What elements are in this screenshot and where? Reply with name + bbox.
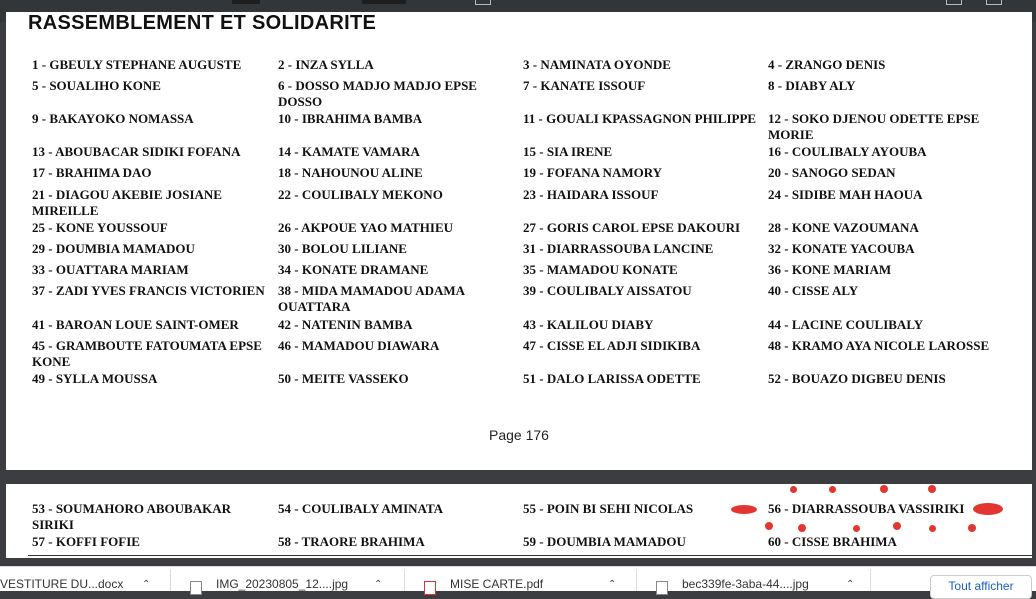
pdf-page <box>6 484 1032 558</box>
pdf-file-icon <box>424 581 436 595</box>
list-item: 13 - ABOUBACAR SIDIKI FOFANA <box>32 144 241 159</box>
list-item: 53 - SOUMAHORO ABOUBAKAR SIRIKI <box>32 501 231 532</box>
list-item: 16 - COULIBALY AYOUBA <box>768 144 927 159</box>
list-item: 11 - GOUALI KPASSAGNON PHILIPPE <box>523 111 757 126</box>
list-item: 21 - DIAGOU AKEBIE JOSIANE MIREILLE <box>32 187 222 218</box>
list-item: 46 - MAMADOU DIAWARA <box>278 338 440 353</box>
list-item: 15 - SIA IRENE <box>523 144 613 159</box>
list-item: 18 - NAHOUNOU ALINE <box>278 165 423 180</box>
list-item: 52 - BOUAZO DIGBEU DENIS <box>768 371 946 386</box>
image-file-icon <box>656 581 668 595</box>
list-item: 44 - LACINE COULIBALY <box>768 317 924 332</box>
list-item: 57 - KOFFI FOFIE <box>32 534 140 549</box>
list-item: 47 - CISSE EL ADJI SIDIKIBA <box>523 338 701 353</box>
list-item: 9 - BAKAYOKO NOMASSA <box>32 111 194 126</box>
list-item: 8 - DIABY ALY <box>768 78 856 93</box>
list-item: 38 - MIDA MAMADOU ADAMA OUATTARA <box>278 283 465 314</box>
list-item: 34 - KONATE DRAMANE <box>278 262 429 277</box>
list-item: 49 - SYLLA MOUSSA <box>32 371 158 386</box>
pdf-page <box>6 12 1032 470</box>
more-options-icon[interactable] <box>986 0 1002 5</box>
list-item: 17 - BRAHIMA DAO <box>32 165 152 180</box>
table-rule <box>28 555 1032 556</box>
list-item: 32 - KONATE YACOUBA <box>768 241 915 256</box>
list-item: 27 - GORIS CAROL EPSE DAKOURI <box>523 220 741 235</box>
downloads-bar <box>0 566 1036 591</box>
list-item: 7 - KANATE ISSOUF <box>523 78 646 93</box>
list-item: 31 - DIARRASSOUBA LANCINE <box>523 241 714 256</box>
list-item: 6 - DOSSO MADJO MADJO EPSE DOSSO <box>278 78 477 109</box>
list-item: 41 - BAROAN LOUE SAINT-OMER <box>32 317 239 332</box>
list-item: 12 - SOKO DJENOU ODETTE EPSE MORIE <box>768 111 980 142</box>
toolbar-control[interactable] <box>362 0 406 4</box>
list-item: 1 - GBEULY STEPHANE AUGUSTE <box>32 57 242 72</box>
list-item: 36 - KONE MARIAM <box>768 262 892 277</box>
list-item: 14 - KAMATE VAMARA <box>278 144 420 159</box>
download-icon[interactable] <box>946 0 962 5</box>
download-item[interactable]: IMG_20230805_12....jpg <box>216 577 349 591</box>
list-item: 54 - COULIBALY AMINATA <box>278 501 444 516</box>
list-item: 5 - SOUALIHO KONE <box>32 78 161 93</box>
image-file-icon <box>190 581 202 595</box>
list-item: 26 - AKPOUE YAO MATHIEU <box>278 220 454 235</box>
chevron-up-icon[interactable]: ⌃ <box>846 579 855 590</box>
list-item: 23 - HAIDARA ISSOUF <box>523 187 659 202</box>
list-item: 28 - KONE VAZOUMANA <box>768 220 919 235</box>
page-heading: RASSEMBLEMENT ET SOLIDARITE <box>28 12 377 34</box>
list-item: 20 - SANOGO SEDAN <box>768 165 896 180</box>
download-item[interactable]: VESTITURE DU...docx <box>0 577 124 591</box>
list-item: 35 - MAMADOU KONATE <box>523 262 678 277</box>
list-item: 24 - SIDIBE MAH HAOUA <box>768 187 923 202</box>
list-item: 4 - ZRANGO DENIS <box>768 57 886 72</box>
list-item: 37 - ZADI YVES FRANCIS VICTORIEN <box>32 283 265 298</box>
download-item[interactable]: MISE CARTE.pdf <box>450 577 544 591</box>
toolbar-icon[interactable] <box>475 0 491 5</box>
list-item: 48 - KRAMO AYA NICOLE LAROSSE <box>768 338 990 353</box>
list-item: 3 - NAMINATA OYONDE <box>523 57 671 72</box>
list-item: 59 - DOUMBIA MAMADOU <box>523 534 686 549</box>
list-item: 50 - MEITE VASSEKO <box>278 371 409 386</box>
list-item: 58 - TRAORE BRAHIMA <box>278 534 425 549</box>
chevron-up-icon[interactable]: ⌃ <box>142 579 151 590</box>
list-item: 43 - KALILOU DIABY <box>523 317 654 332</box>
list-item: 45 - GRAMBOUTE FATOUMATA EPSE KONE <box>32 338 262 369</box>
list-item: 30 - BOLOU LILIANE <box>278 241 407 256</box>
list-item: 2 - INZA SYLLA <box>278 57 374 72</box>
list-item: 55 - POIN BI SEHI NICOLAS <box>523 501 694 516</box>
chevron-up-icon[interactable]: ⌃ <box>608 579 617 590</box>
chevron-up-icon[interactable]: ⌃ <box>374 579 383 590</box>
list-item: 51 - DALO LARISSA ODETTE <box>523 371 701 386</box>
page-number: Page 176 <box>489 427 549 443</box>
list-item: 60 - CISSE BRAHIMA <box>768 534 897 549</box>
toolbar-control[interactable] <box>232 0 260 4</box>
download-item[interactable]: bec339fe-3aba-44....jpg <box>682 577 809 591</box>
list-item: 22 - COULIBALY MEKONO <box>278 187 443 202</box>
list-item: 10 - IBRAHIMA BAMBA <box>278 111 423 126</box>
list-item: 40 - CISSE ALY <box>768 283 859 298</box>
list-item: 29 - DOUMBIA MAMADOU <box>32 241 195 256</box>
list-item: 33 - OUATTARA MARIAM <box>32 262 189 277</box>
list-item: 56 - DIARRASSOUBA VASSIRIKI <box>768 501 965 516</box>
list-item: 25 - KONE YOUSSOUF <box>32 220 168 235</box>
list-item: 39 - COULIBALY AISSATOU <box>523 283 692 298</box>
list-item: 19 - FOFANA NAMORY <box>523 165 663 180</box>
list-item: 42 - NATENIN BAMBA <box>278 317 413 332</box>
show-all-button[interactable]: Tout afficher <box>930 575 1032 599</box>
